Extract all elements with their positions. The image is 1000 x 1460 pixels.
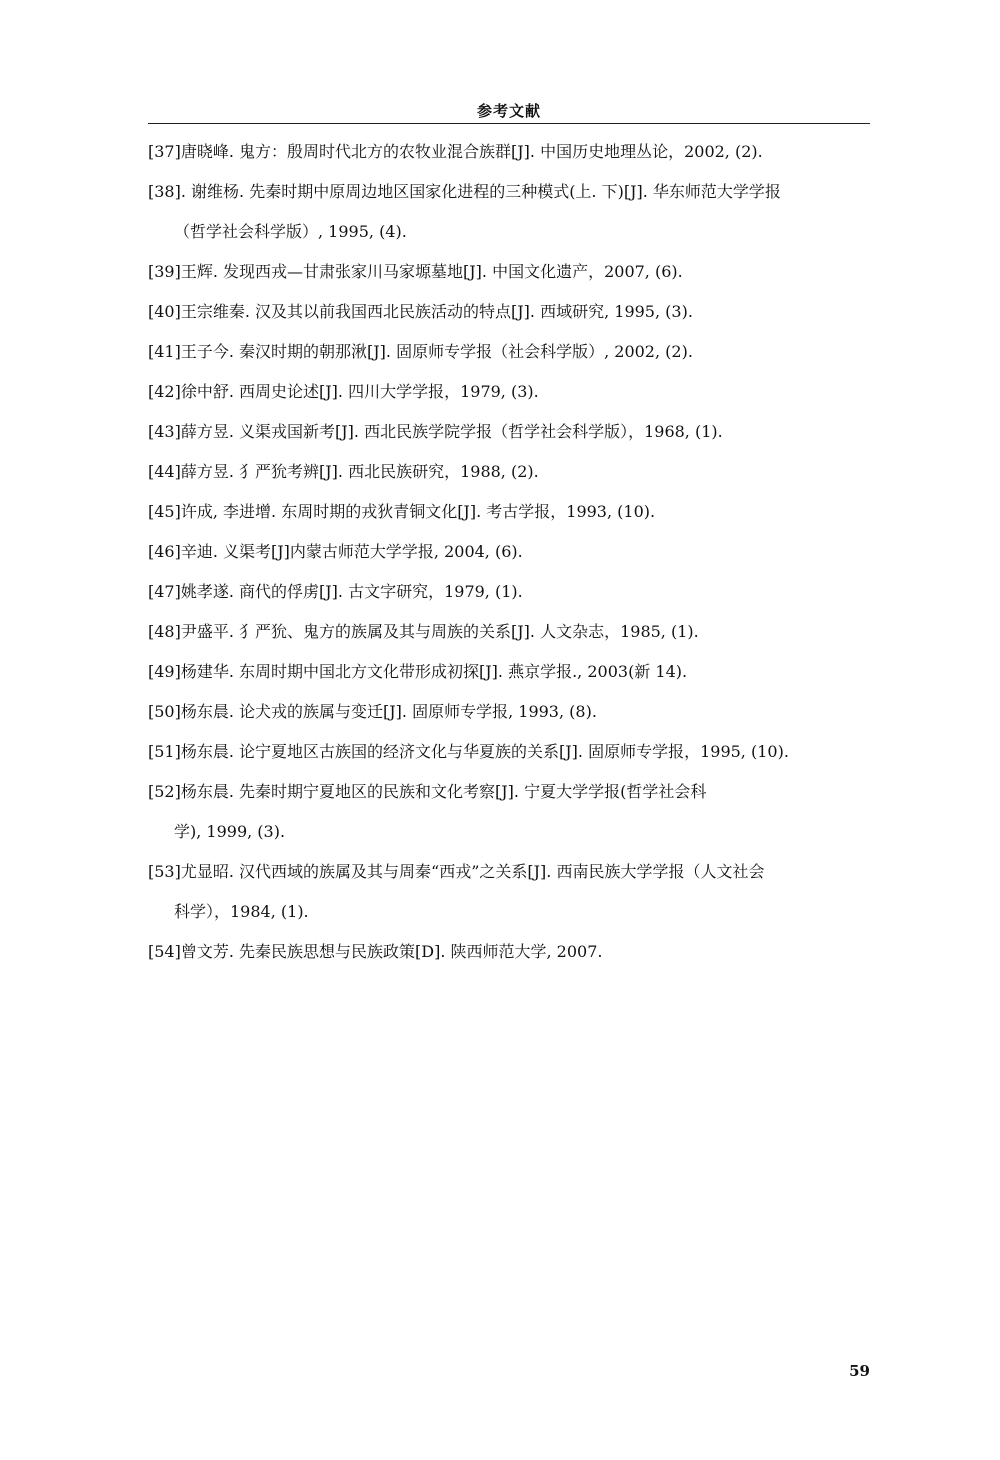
running-header: 参考文献 <box>476 102 541 120</box>
reference-item <box>148 372 870 412</box>
reference-text: [42]徐中舒. 西周史论述[J]. 四川大学学报，1979, (3). <box>148 382 539 401</box>
reference-item <box>148 292 870 332</box>
reference-text: [41]王子今. 秦汉时期的朝那湫[J]. 固原师专学报（社会科学版）, 2002, (2). <box>148 342 693 361</box>
reference-item <box>148 652 870 692</box>
reference-item <box>148 452 870 492</box>
reference-text: [50]杨东晨. 论犬戎的族属与变迁[J]. 固原师专学报, 1993, (8). <box>148 702 597 721</box>
header-rule <box>148 123 870 124</box>
reference-item <box>148 692 870 732</box>
reference-item <box>148 132 870 172</box>
reference-item <box>148 732 870 772</box>
reference-item <box>148 252 870 292</box>
reference-item <box>148 172 870 252</box>
reference-item <box>148 852 870 932</box>
reference-continuation: 科学），1984, (1). <box>174 902 309 921</box>
reference-text: [38]. 谢维杨. 先秦时期中原周边地区国家化进程的三种模式(上. 下)[J]. 华东师范大学学报 <box>148 182 781 201</box>
reference-text: [51]杨东晨. 论宁夏地区古族国的经济文化与华夏族的关系[J]. 固原师专学报，1995, (10). <box>148 742 789 761</box>
reference-text: [53]尤显昭. 汉代西域的族属及其与周秦“西戎”之关系[J]. 西南民族大学学报（人文社会 <box>148 862 765 881</box>
reference-text: [40]王宗维秦. 汉及其以前我国西北民族活动的特点[J]. 西域研究, 1995, (3). <box>148 302 693 321</box>
reference-item <box>148 492 870 532</box>
reference-text: [48]尹盛平. 犭严狁、鬼方的族属及其与周族的关系[J]. 人文杂志，1985, (1). <box>148 622 699 641</box>
reference-item <box>148 612 870 652</box>
reference-item <box>148 932 870 972</box>
reference-item <box>148 332 870 372</box>
reference-item <box>148 532 870 572</box>
reference-item <box>148 772 870 852</box>
reference-text: [46]辛迪. 义渠考[J]内蒙古师范大学学报, 2004, (6). <box>148 542 523 561</box>
reference-text: [39]王辉. 发现西戎—甘肃张家川马家塬墓地[J]. 中国文化遗产，2007, (6). <box>148 262 683 281</box>
reference-text: [52]杨东晨. 先秦时期宁夏地区的民族和文化考察[J]. 宁夏大学学报(哲学社会科 <box>148 782 707 801</box>
reference-item <box>148 572 870 612</box>
reference-text: [37]唐晓峰. 鬼方：殷周时代北方的农牧业混合族群[J]. 中国历史地理丛论，2002, (2). <box>148 142 763 161</box>
reference-text: [45]许成, 李进增. 东周时期的戎狄青铜文化[J]. 考古学报，1993, (10). <box>148 502 656 521</box>
reference-list <box>148 132 870 972</box>
reference-text: [44]薛方昱. 犭严狁考辨[J]. 西北民族研究，1988, (2). <box>148 462 539 481</box>
reference-text: [54]曾文芳. 先秦民族思想与民族政策[D]. 陕西师范大学, 2007. <box>148 942 603 961</box>
page-number: 59 <box>849 1362 870 1380</box>
reference-text: [49]杨建华. 东周时期中国北方文化带形成初探[J]. 燕京学报., 2003(新 14). <box>148 662 688 681</box>
reference-text: [43]薛方昱. 义渠戎国新考[J]. 西北民族学院学报（哲学社会科学版），1968, (1). <box>148 422 723 441</box>
reference-continuation: 学), 1999, (3). <box>174 822 286 841</box>
reference-item <box>148 412 870 452</box>
reference-continuation: （哲学社会科学版）, 1995, (4). <box>174 222 407 241</box>
reference-text: [47]姚孝遂. 商代的俘虏[J]. 古文字研究，1979, (1). <box>148 582 523 601</box>
